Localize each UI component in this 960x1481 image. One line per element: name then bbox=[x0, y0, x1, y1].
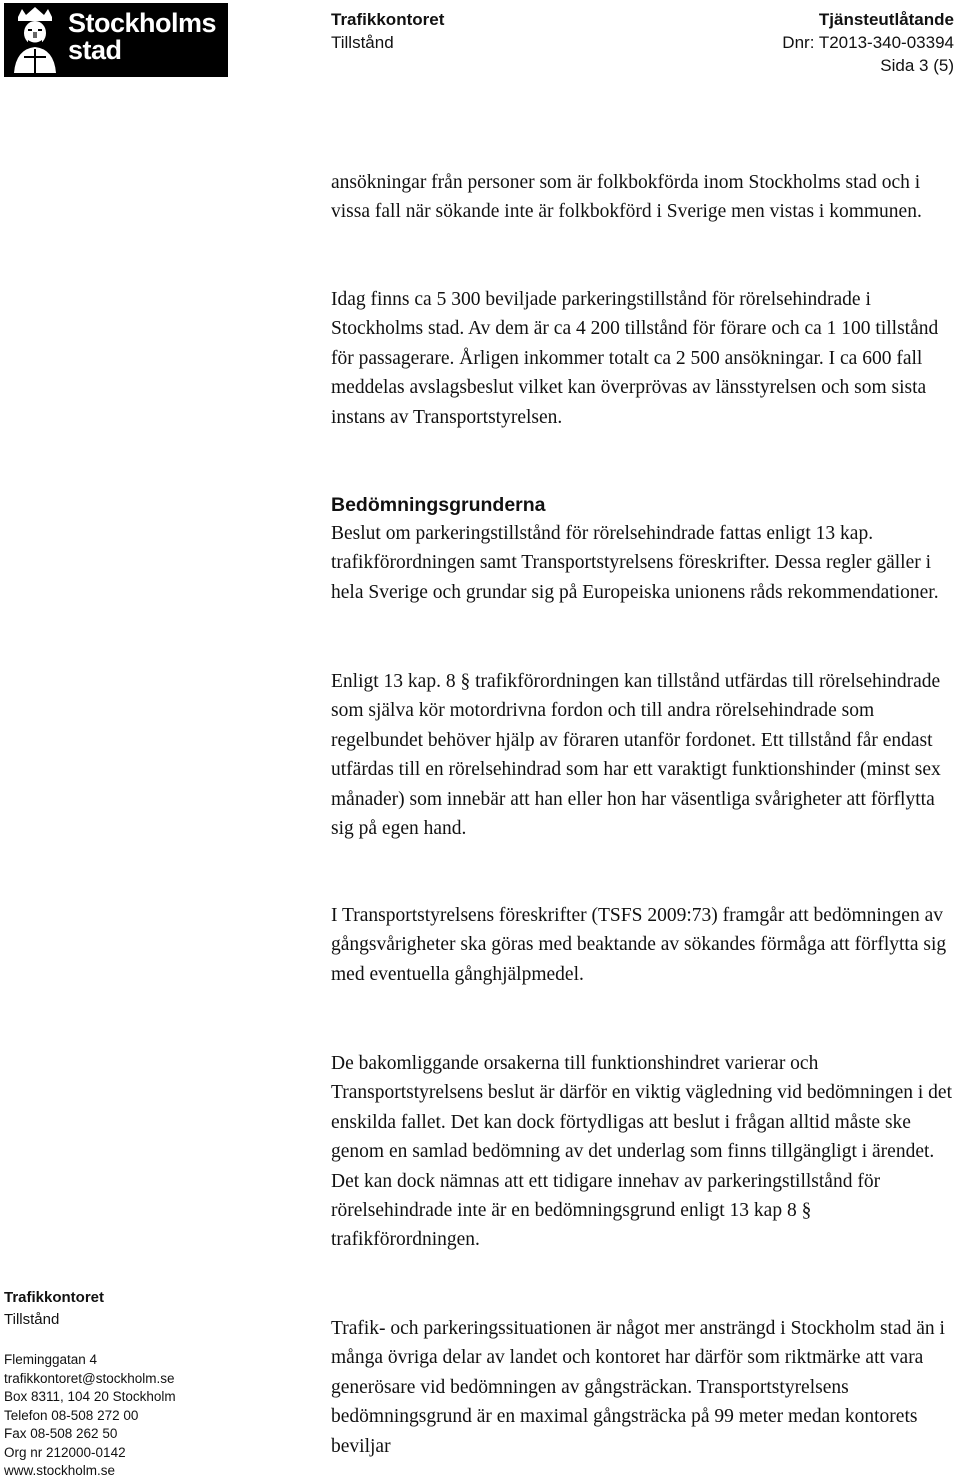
footer-orgnr: Org nr 212000-0142 bbox=[4, 1444, 126, 1460]
body-paragraph-7: Trafik- och parkeringssituationen är något mer ansträngd i Stockholm stad än i många övriga delar av landet och kontoret har därför som riktmärke att vara generösare vid bedömningen av gångsträckan. Transportstyrelsens bedömningsgrund är en maximal gångsträcka på 99 meter medan kontorets beviljar bbox=[331, 1318, 945, 1457]
footer-contact bbox=[4, 1287, 224, 1481]
logo-text-line2: stad bbox=[68, 35, 122, 65]
body-paragraph-1: ansökningar från personer som är folkbokförda inom Stockholms stad och i vissa fall när sökande inte är folkbokförd i Sverige men vistas i kommunen. bbox=[331, 172, 922, 223]
footer-phone: Telefon 08-508 272 00 bbox=[4, 1407, 139, 1423]
body-paragraph-6: De bakomliggande orsakerna till funktionshindret varierar och Transportstyrelsens beslut är därför en viktig vägledning vid bedömningen i det enskilda fallet. Det kan dock förtydligas att beslut i frågan alltid måste ske genom en samlad bedömning av det underlag som finns tillgängligt i ärendet. Det kan dock nämnas att ett tidigare innehav av parkeringstillstånd för rörelsehindrade inte är en bedömningsgrund enligt 13 kap 8 § trafikförordningen. bbox=[331, 1053, 953, 1251]
header-org: Trafikkontoret bbox=[331, 10, 445, 29]
saint-erik-crest-icon bbox=[4, 3, 66, 77]
footer-box: Box 8311, 104 20 Stockholm bbox=[4, 1389, 176, 1404]
footer-address: Fleminggatan 4 bbox=[4, 1352, 98, 1367]
footer-fax: Fax 08-508 262 50 bbox=[4, 1426, 118, 1441]
footer-web[interactable]: www.stockholm.se bbox=[4, 1463, 116, 1478]
body-paragraph-3: Beslut om parkeringstillstånd för rörelsehindrade fattas enligt 13 kap. trafikförordningen samt Transportstyrelsens föreskrifter. Dessa regler gäller i hela Sverige och grundar sig på Europeiska unionens råds rekommendationer. bbox=[331, 523, 939, 603]
page-number: Sida 3 (5) bbox=[880, 56, 954, 75]
section-heading: Bedömningsgrunderna bbox=[331, 494, 546, 516]
body-paragraph-2: Idag finns ca 5 300 beviljade parkeringstillstånd för rörelsehindrade i Stockholms stad. Av dem är ca 4 200 tillstånd för förare och ca 1 100 tillstånd för passagerare. Årligen inkommer totalt ca 2 500 ansökningar. I ca 600 fall meddelas avslagsbeslut vilket kan överprövas av länsstyrelsen och som sista instans av Transportstyrelsen. bbox=[331, 289, 939, 428]
document-number: Dnr: T2013-340-03394 bbox=[782, 33, 954, 52]
stockholms-stad-logo bbox=[4, 3, 228, 77]
body-paragraph-4: Enligt 13 kap. 8 § trafikförordningen kan tillstånd utfärdas till rörelsehindrade som själva kör motordrivna fordon och till andra rörelsehindrade som regelbundet behöver hjälp av föraren utanför fordonet. Ett tillstånd får endast utfärdas till en rörelsehindrad som har ett varaktigt funktionshinder (minst sex månader) som innebär att han eller hon har väsentliga svårigheter att förflytta sig på egen hand. bbox=[331, 671, 941, 840]
document-type: Tjänsteutlåtande bbox=[818, 10, 954, 29]
logo-text-line1: Stockholms bbox=[68, 8, 217, 38]
footer-email[interactable]: trafikkontoret@stockholm.se bbox=[4, 1370, 175, 1386]
body-paragraph-5: I Transportstyrelsens föreskrifter (TSFS 2009:73) framgår att bedömningen av gångsvårigheter ska göras med beaktande av sökandes förmåga att förflytta sig med eventuella gånghjälpmedel. bbox=[331, 905, 947, 985]
header-dept: Tillstånd bbox=[331, 33, 394, 52]
header-left bbox=[331, 8, 444, 54]
header-right bbox=[782, 8, 954, 77]
footer-dept: Tillstånd bbox=[4, 1311, 60, 1328]
footer-org: Trafikkontoret bbox=[4, 1289, 105, 1306]
